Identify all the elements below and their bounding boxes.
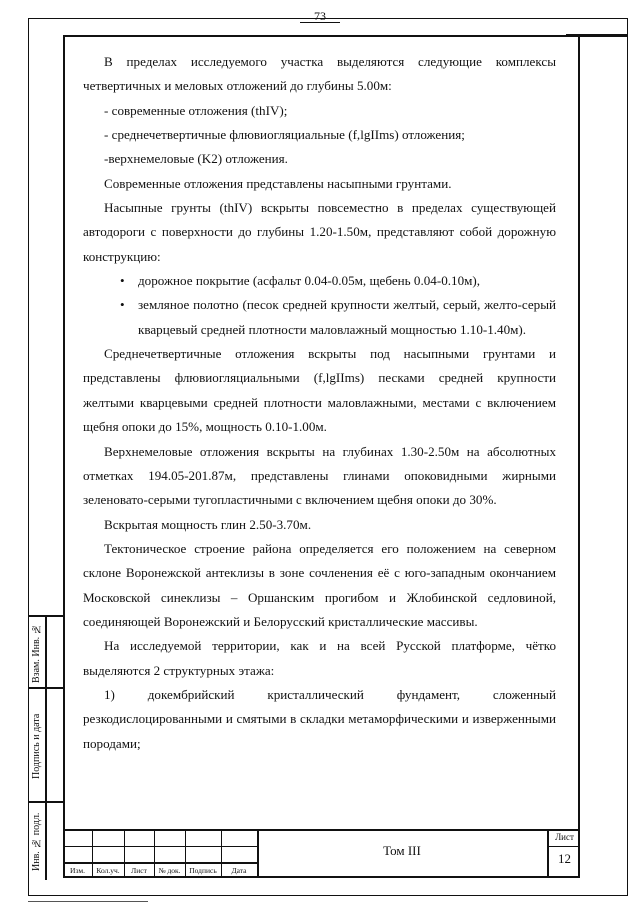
paragraph: -верхнемеловые (K2) отложения.: [104, 151, 288, 167]
title-block-column-izm: Изм.: [70, 866, 85, 875]
sheet-label: Лист: [555, 832, 574, 842]
paragraph: Насыпные грунты (thIV) вскрыты повсеместно в пределах существующей автодороги с поверхности до глубины 1.20-1.50м, представляют собой дорожную конструкцию:: [83, 200, 556, 264]
title-block: [63, 829, 580, 878]
paragraph: Современные отложения представлены насыпными грунтами.: [104, 175, 452, 191]
sheet-number: 12: [558, 851, 571, 866]
title-block-column-data: Дата: [231, 866, 247, 875]
list-item-text: дорожное покрытие (асфальт 0.04-0.05м, щебень 0.04-0.10м),: [138, 273, 481, 289]
title-block-column-podpis: Подпись: [189, 866, 217, 875]
bullet-list: [83, 269, 556, 342]
bullet-icon: •: [120, 297, 125, 313]
bullet-icon: •: [120, 273, 125, 289]
title-block-row-line: [63, 846, 257, 847]
margin-label-podpis-data: Подпись и дата: [31, 713, 42, 779]
frame-top-tab-line: [580, 35, 628, 37]
title-block-column-kol-uch: Кол.уч.: [96, 866, 120, 875]
paragraph: - современные отложения (thIV);: [104, 102, 288, 118]
paragraph: В пределах исследуемого участка выделяются следующие комплексы четвертичных и меловых отложений до глубины 5.00м:: [83, 54, 556, 94]
document-title: Том III: [383, 843, 421, 858]
paragraph: Верхнемеловые отложения вскрыты на глубинах 1.30-2.50м на абсолютных отметках 194.05-201.87м, представлены глинами опоковидными жирными зеленовато-серыми тугопластичными с включением щебня опоки до 30%.: [83, 443, 556, 508]
paragraph: Тектоническое строение района определяется его положением на северном склоне Воронежской антеклизы в зоне сочленения её с юго-западным окончанием Московской синеклизы – Оршанским прогибом и Жлобинской седловиной, соединяющей Воронежский и Белорусский кристаллические массивы.: [83, 540, 556, 629]
list-item-text: земляное полотно (песок средней крупности желтый, серый, желто-серый кварцевый средней плотности маловлажный мощностью 1.10-1.40м).: [138, 297, 556, 337]
page-number: 73: [314, 9, 326, 23]
frame-top-tab: [566, 18, 628, 35]
list-item: [83, 293, 556, 342]
list-item: [83, 269, 556, 293]
title-block-row-line: [547, 846, 580, 847]
paragraph: Среднечетвертичные отложения вскрыты под насыпными грунтами и представлены флювиогляциальными (f,lgIIms) песками средней крупности желтыми кварцевыми средней плотности маловлажными, местами с включением щебня опоки до 15%, мощность 0.10-1.00м.: [83, 346, 556, 435]
document-body: [83, 50, 556, 756]
margin-label-inv-podl: Инв. № подл.: [31, 812, 42, 871]
paragraph: 1) докембрийский кристаллический фундамент, сложенный резкодислоцированными и смятыми в складки метаморфическими и изверженными породами;: [83, 686, 556, 751]
paragraph: На исследуемой территории, как и на всей Русской платформе, чётко выделяются 2 структурных этажа:: [83, 638, 556, 678]
title-block-column-list: Лист: [131, 866, 147, 875]
paragraph: - среднечетвертичные флювиогляциальные (f,lgIIms) отложения;: [104, 127, 465, 143]
paragraph: Вскрытая мощность глин 2.50-3.70м.: [104, 516, 312, 532]
margin-label-vzam-inv: Взам. Инв. №: [31, 623, 42, 683]
title-block-column-no-dok: № док.: [158, 866, 181, 875]
margin-stamp: [28, 615, 63, 880]
footer-rule: [28, 901, 148, 902]
